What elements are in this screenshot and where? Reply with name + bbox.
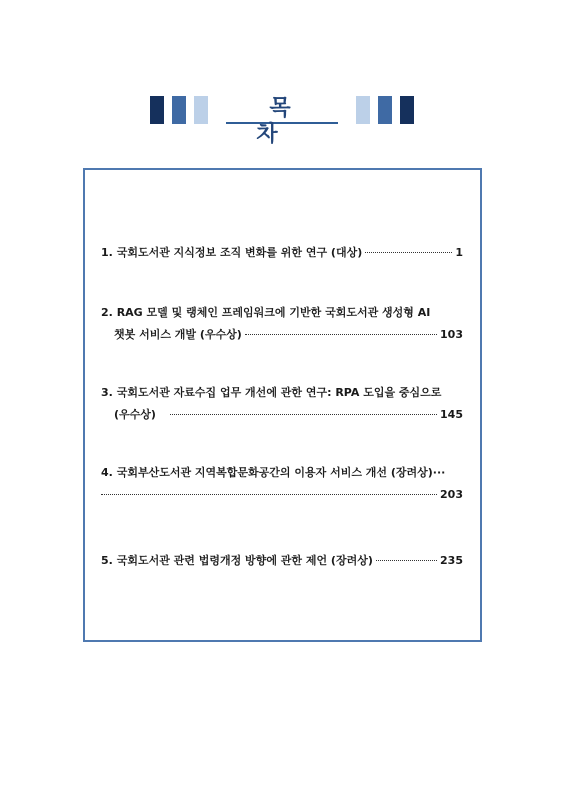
entry-title: RAG 모델 및 랭체인 프레임워크에 기반한 국회도서관 생성형 AI: [116, 306, 431, 319]
toc-title-bar: [150, 96, 415, 147]
entry-page: 203: [440, 488, 463, 501]
entry-title-continued: (우수상): [114, 408, 156, 421]
toc-entry-2[interactable]: [101, 302, 463, 346]
title-decor-block: [378, 96, 392, 124]
entry-title: 국회도서관 관련 법령개정 방향에 관한 제언 (장려상): [116, 554, 373, 567]
entry-page: 1: [455, 246, 463, 259]
entry-title-continued: 챗봇 서비스 개발 (우수상): [114, 328, 242, 341]
entry-number: 4.: [101, 466, 113, 479]
entry-title: 국회부산도서관 지역복합문화공간의 이용자 서비스 개선 (장려상)···: [116, 466, 446, 479]
toc-entry-3[interactable]: [101, 382, 463, 426]
leader-dots: [365, 252, 452, 253]
toc-entry-4[interactable]: [101, 462, 463, 506]
title-decor-block: [150, 96, 164, 124]
toc-entry-5[interactable]: [101, 550, 463, 572]
title-decor-block: [172, 96, 186, 124]
toc-title: 목 차: [226, 96, 338, 124]
entry-title: 국회도서관 자료수집 업무 개선에 관한 연구: RPA 도입을 중심으로: [116, 386, 442, 399]
entry-page: 103: [440, 328, 463, 341]
entry-number: 3.: [101, 386, 113, 399]
toc-entry-1[interactable]: [101, 242, 463, 264]
entry-number: 5.: [101, 554, 113, 567]
entry-title: 국회도서관 지식정보 조직 변화를 위한 연구 (대상): [116, 246, 363, 259]
leader-dots: [170, 414, 437, 415]
title-decor-block: [400, 96, 414, 124]
leader-dots: [376, 560, 437, 561]
entry-number: 1.: [101, 246, 113, 259]
leader-dots: [101, 494, 437, 495]
title-decor-block: [356, 96, 370, 124]
toc-frame: [83, 168, 482, 642]
entry-number: 2.: [101, 306, 113, 319]
title-decor-block: [194, 96, 208, 124]
entry-page: 235: [440, 554, 463, 567]
leader-dots: [245, 334, 437, 335]
entry-page: 145: [440, 408, 463, 421]
